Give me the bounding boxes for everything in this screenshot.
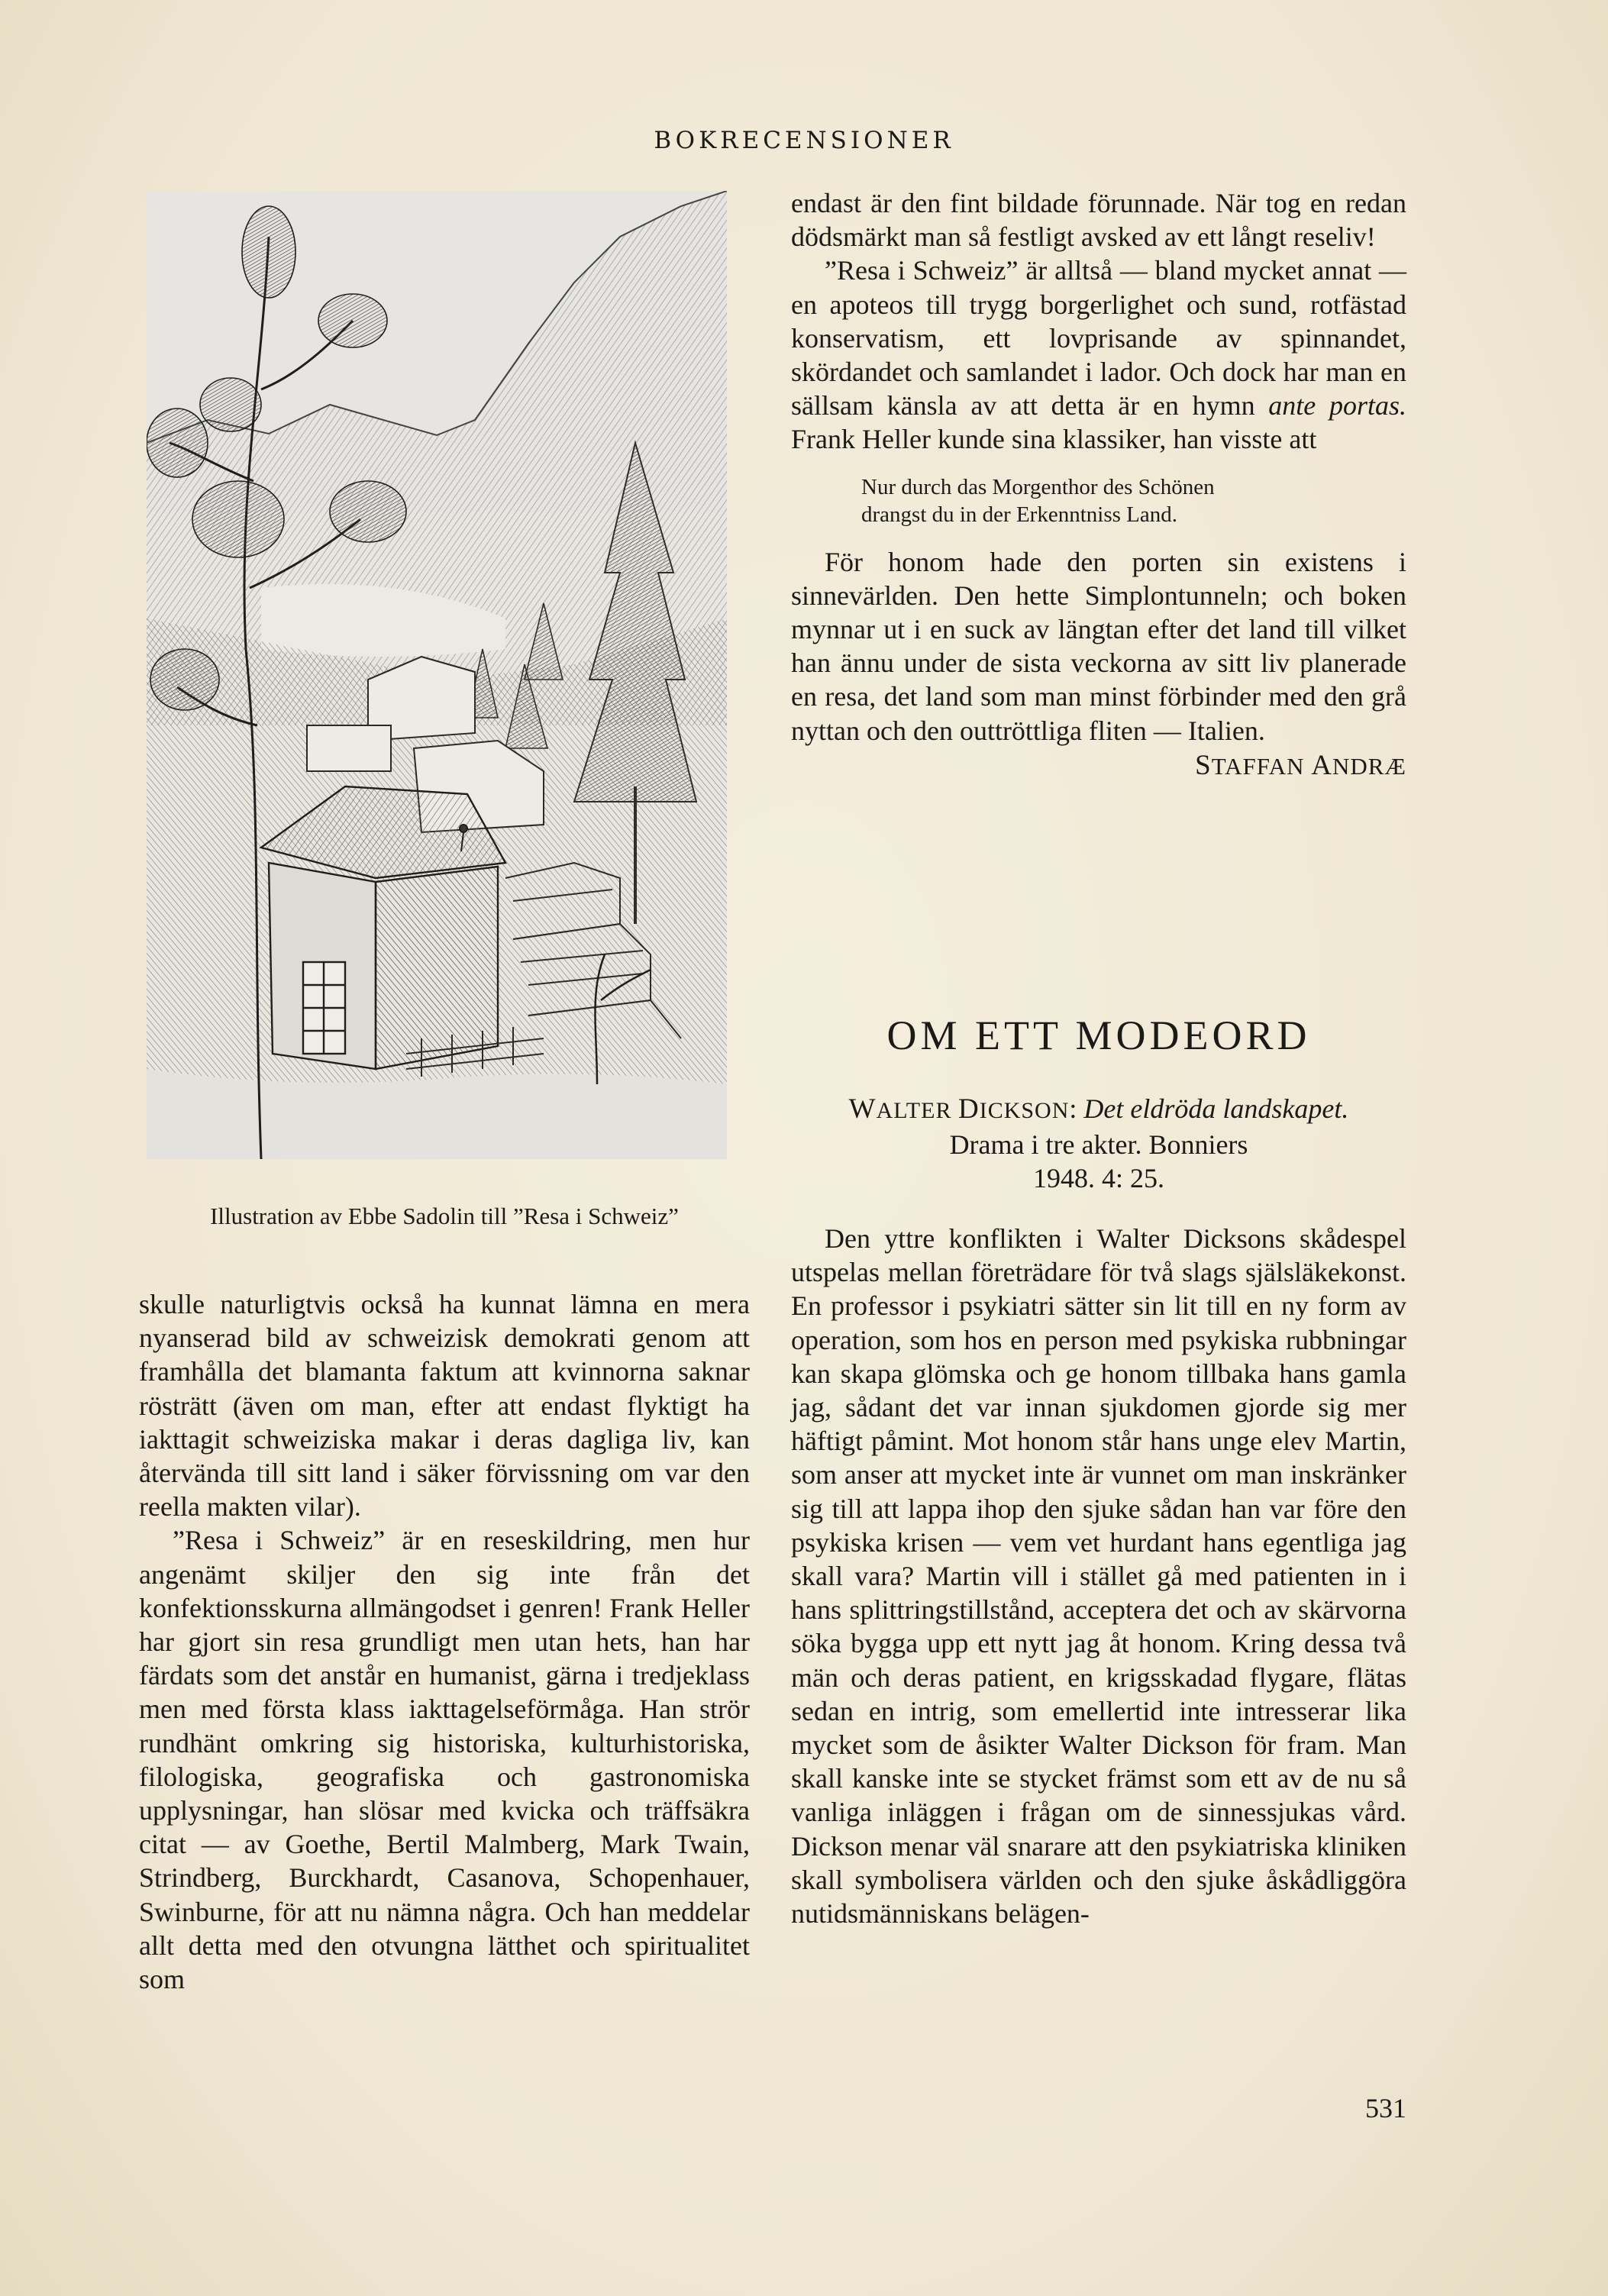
running-head: BOKRECENSIONER [654, 127, 954, 154]
section-title: OM ETT MODEORD [886, 1012, 1311, 1058]
bibliographic-entry [791, 1092, 1406, 1195]
bib-line-3: 1948. 4: 25. [1032, 1163, 1164, 1193]
italic-phrase: ante portas. [1268, 390, 1406, 421]
landscape-illustration [147, 191, 727, 1159]
right-paragraph-2: ”Resa i Schweiz” är alltså — bland mycket annat — en apoteos till trygg borgerlighet och sund, rotfästad konservatism, ett lovprisande av spinnandet, skördandet och samlandet i lador. Och dock har man en sällsam känsla av att detta är en hymn ante portas. Frank Heller kunde sina klassiker, han visste att [791, 255, 1406, 455]
bib-line-1: WALTER DICKSON: Det eldröda landskapet. [848, 1093, 1349, 1125]
bib-line-2: Drama i tre akter. Bonniers [949, 1129, 1248, 1160]
reviewer-signature: STAFFAN ANDRÆ [1195, 749, 1406, 781]
quote-line-1: Nur durch das Morgenthor des Schönen [861, 474, 1215, 499]
right-paragraph-3: För honom hade den porten sin existens i sinnevärlden. Den hette Simplontunneln; och boken mynnar ut i en suck av längtan efter det land till vilket han ännu under de sista veckorna av sitt liv planerade en resa, det land som man minst förbinder med den grå nyttan och den outtröttliga fliten — Italien. [791, 546, 1406, 746]
review-body [791, 1222, 1406, 1930]
goethe-quote [861, 473, 1406, 528]
review-paragraph-1: Den yttre konflikten i Walter Dicksons skådespel utspelas mellan företrädare för två slags själsläkekonst. En professor i psykiatri sätter sin lit till en ny form av operation, som hos en person med psykiska rubbningar kan skapa glömska och ge honom tillbaka hans gamla jag, sådant det var innan sjukdomen gjorde sig mer häftigt påmint. Mot honom står hans unge elev Martin, som anser att mycket inte är vunnet om man inskränker sig till att lappa ihop den sjuke sådan han var före den psykiska krisen — vem vet hurdant hans egentliga jag skall vara? Martin vill i stället gå med patienten in i hans splittringstillstånd, acceptera det och av skärvorna söka bygga upp ett nytt jag åt honom. Kring dessa två män och deras patient, en krigsskadad flygare, flätas sedan en intrig, som emellertid inte intresserar lika mycket som de åsikter Walter Dickson för fram. Man skall kanske inte se stycket främst som ett av de nu så vanliga inläggen i frågan om de sinnessjukas vård. Dickson menar väl snarare att den psykiatriska kliniken skall symbolisera världen och den sjuke åskådliggöra nutidsmänniskans belägen- [791, 1223, 1406, 1929]
left-paragraph-1: skulle naturligtvis också ha kunnat lämna en mera nyanserad bild av schweizisk demokrati genom att framhålla det blamanta faktum att kvinnorna saknar rösträtt (även om man, efter att endast flyktigt ha iakttagit schweiziska makar i deras dagliga liv, kan återvända till sitt land i säker förvissning om var den reella makten vilar). [139, 1289, 750, 1523]
book-author: WALTER DICKSON [848, 1093, 1070, 1125]
right-column-review-end [791, 186, 1406, 782]
left-column-text [139, 1287, 750, 1996]
book-title: Det eldröda landskapet. [1083, 1093, 1349, 1124]
illustration-caption: Illustration av Ebbe Sadolin till ”Resa i Schweiz” [210, 1203, 679, 1229]
page-number: 531 [1365, 2093, 1406, 2123]
left-paragraph-2: ”Resa i Schweiz” är en reseskildring, men hur angenämt skiljer den sig inte från det konfektionsskurna allmängodset i genren! Frank Heller har gjort sin resa grundligt men utan hets, han har färdats som det anstår en humanist, gärna i tredjeklass men med första klass iakttagelseförmåga. Han strör rundhänt omkring sig historiska, kulturhistoriska, filologiska, geografiska och gastronomiska upplysningar, han slösar med kvicka och träffsäkra citat — av Goethe, Bertil Malmberg, Mark Twain, Strindberg, Burckhardt, Casanova, Schopenhauer, Swinburne, för att nu nämna några. Och han meddelar allt detta med den otvungna lätthet och spiritualitet som [139, 1525, 750, 1995]
quote-line-2: drangst du in der Erkenntniss Land. [861, 502, 1177, 527]
right-paragraph-1: endast är den fint bildade förunnade. När tog en redan dödsmärkt man så festligt avsked av ett långt reseliv! [791, 188, 1406, 253]
